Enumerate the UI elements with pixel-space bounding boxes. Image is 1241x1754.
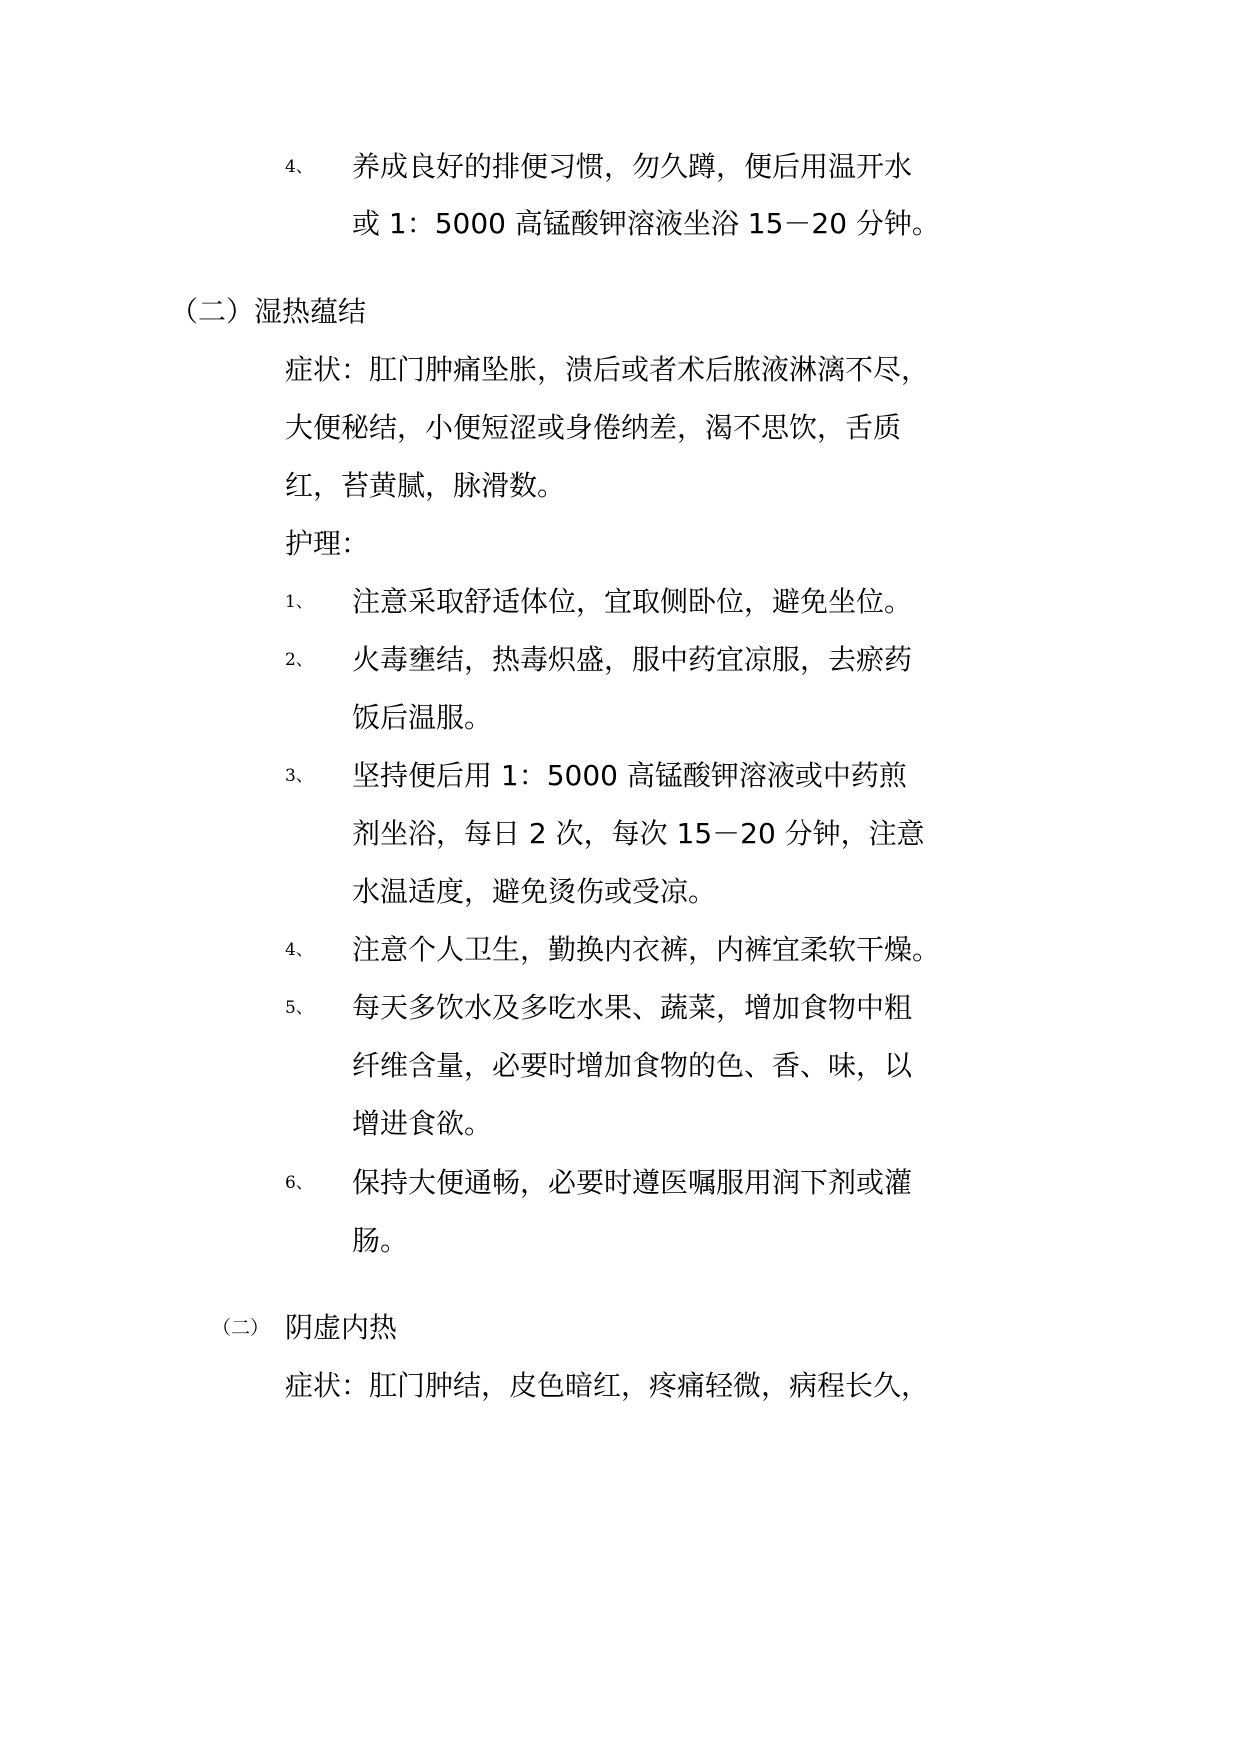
list-item-line: 剂坐浴，每日 2 次，每次 15－20 分钟，注意: [352, 817, 925, 850]
symptoms-line: 症状：肛门肿结，皮色暗红，疼痛轻微，病程长久，: [285, 1369, 930, 1402]
list-item-line: 或 1：5000 高锰酸钾溶液坐浴 15－20 分钟。: [352, 207, 940, 240]
symptoms-line: 红，苔黄腻，脉滑数。: [285, 469, 566, 502]
list-item-line: 每天多饮水及多吃水果、蔬菜，增加食物中粗: [352, 991, 913, 1024]
list-item-line: 养成良好的排便习惯，勿久蹲，便后用温开水: [352, 150, 913, 183]
section-heading: （二）湿热蕴结: [170, 295, 367, 328]
list-item-line: 纤维含量，必要时增加食物的色、香、味，以: [352, 1049, 913, 1082]
list-item-line: 水温适度，避免烫伤或受凉。: [352, 875, 717, 908]
list-item-line: 注意采取舒适体位，宜取侧卧位，避免坐位。: [352, 585, 913, 618]
list-item-line: 饭后温服。: [352, 701, 493, 734]
list-number: 4、: [285, 157, 313, 177]
list-number: 1、: [285, 592, 313, 612]
section-heading: 阴虚内热: [285, 1311, 398, 1344]
list-number: 6、: [285, 1173, 313, 1193]
care-label: 护理：: [285, 527, 370, 560]
list-item-line: 保持大便通畅，必要时遵医嘱服用润下剂或灌: [352, 1166, 913, 1199]
list-number: 2、: [285, 650, 313, 670]
symptoms-line: 症状：肛门肿痛坠胀，溃后或者术后脓液淋漓不尽，: [285, 353, 930, 386]
section-number: （二）: [212, 1317, 270, 1339]
list-number: 4、: [285, 940, 313, 960]
list-number: 5、: [285, 998, 313, 1018]
list-item-line: 注意个人卫生，勤换内衣裤，内裤宜柔软干燥。: [352, 933, 941, 966]
list-item-line: 坚持便后用 1：5000 高锰酸钾溶液或中药煎: [352, 759, 907, 792]
list-item-line: 肠。: [352, 1224, 409, 1257]
list-number: 3、: [285, 766, 313, 786]
list-item-line: 火毒壅结，热毒炽盛，服中药宜凉服，去瘀药: [352, 643, 913, 676]
list-item-line: 增进食欲。: [352, 1107, 493, 1140]
symptoms-line: 大便秘结，小便短涩或身倦纳差，渴不思饮，舌质: [285, 411, 902, 444]
